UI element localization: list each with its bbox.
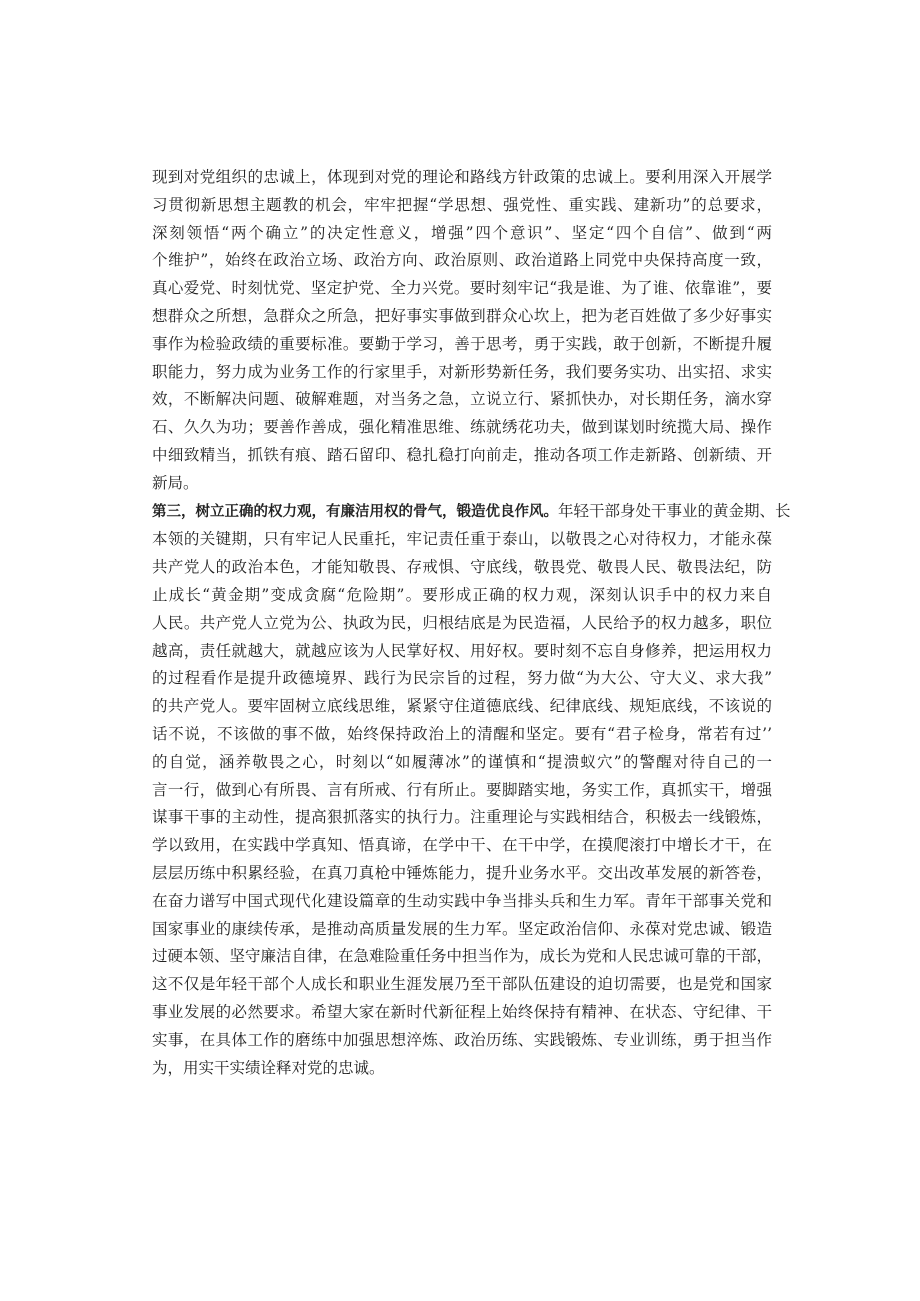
section-heading: 第三，树立正确的权力观，有廉洁用权的骨气，锻造优良作风。 <box>152 503 558 520</box>
text-line: 人民。共产党人立党为公、执政为民，归根结底是为民造福，人民给予的权力越多，职位 <box>152 613 772 632</box>
text-line: 止成长“黄金期”变成贪腐“危险期”。要形成正确的权力观，深刻认识手中的权力来自 <box>152 585 772 604</box>
text-line: 共产党人的政治本色，才能知敬畏、存戒惧、守底线，敬畏党、敬畏人民、敬畏法纪，防 <box>152 558 772 577</box>
text-line: 的共产党人。要牢固树立底线思维，紧紧守住道德底线、纪律底线、规矩底线，不该说的 <box>152 697 772 716</box>
text-line: 事业发展的必然要求。希望大家在新时代新征程上始终保持有精神、在状态、守纪律、干 <box>152 1002 772 1021</box>
text-line: 现到对党组织的忠诚上，体现到对党的理论和路线方针政策的忠诚上。要利用深入开展学 <box>152 168 772 186</box>
paragraph-2 <box>152 498 791 1083</box>
text-line: 效，不断解决问题、破解难题，对当务之急，立说立行、紧抓快办，对长期任务，滴水穿 <box>152 390 772 409</box>
text-line: 为，用实干实绩诠释对党的忠诚。 <box>152 1058 385 1077</box>
document-page <box>152 164 791 1082</box>
text-line: 新局。 <box>152 473 199 492</box>
text-line: 国家事业的康续传承，是推动高质量发展的生力军。坚定政治信仰、永葆对党忠诚、锻造 <box>152 919 772 938</box>
text-line: 的过程看作是提升政德境界、践行为民宗旨的过程，努力做“为大公、守大义、求大我” <box>152 669 772 688</box>
paragraph-1 <box>152 164 772 498</box>
text-line: 言一行，做到心有所畏、言有所戒、行有所止。要脚踏实地，务实工作，真抓实干，增强 <box>152 780 772 799</box>
text-line: 谋事干事的主动性，提高狠抓落实的执行力。注重理论与实践相结合，积极去一线锻炼， <box>152 808 772 827</box>
text-line: 过硬本领、坚守廉洁自律，在急难险重任务中担当作为，成长为党和人民忠诚可靠的干部， <box>152 947 773 966</box>
text-line: 话不说，不该做的事不做，始终保持政治上的清醒和坚定。要有“君子检身，常若有过’’ <box>152 724 772 743</box>
text-line: 石、久久为功；要善作善成，强化精准思维、练就绣花功夫，做到谋划时统揽大局、操作 <box>152 418 772 437</box>
text-line: 真心爱党、时刻忧党、坚定护党、全力兴党。要时刻牢记“我是谁、为了谁、依靠谁”，要 <box>152 279 772 298</box>
text-line: 实事，在具体工作的磨练中加强思想淬炼、政治历练、实践锻炼、专业训练，勇于担当作 <box>152 1030 772 1049</box>
text-line: 个维护”，始终在政治立场、政治方向、政治原则、政治道路上同党中央保持高度一致， <box>152 251 772 270</box>
text-line: 的自觉，涵养敬畏之心，时刻以“如履薄冰”的谨慎和“提溃蚁穴”的警醒对待自己的一 <box>152 752 772 771</box>
text-span: 年轻干部身处干事业的黄金期、长 <box>558 501 791 520</box>
text-line: 越高，责任就越大，就越应该为人民掌好权、用好权。要时刻不忘自身修养，把运用权力 <box>152 641 772 660</box>
text-line: 事作为检验政绩的重要标准。要勤于学习，善于思考，勇于实践，敢于创新，不断提升履 <box>152 334 772 353</box>
text-line: 想群众之所想，急群众之所急，把好事实事做到群众心坎上，把为老百姓做了多少好事实 <box>152 306 772 325</box>
text-line: 习贯彻新思想主题教的机会，牢牢把握“学思想、强党性、重实践、建新功”的总要求， <box>152 195 772 214</box>
paragraph-first-line <box>152 498 791 527</box>
text-line: 层层历练中积累经验，在真刀真枪中锤炼能力，提升业务水平。交出改革发展的新答卷， <box>152 863 772 882</box>
text-line: 在奋力谱写中国式现代化建设篇章的生动实践中争当排头兵和生力军。青年干部事关党和 <box>152 891 772 910</box>
text-line: 中细致精当，抓铁有痕、踏石留印、稳扎稳打向前走，推动各项工作走新路、创新绩、开 <box>152 445 772 464</box>
text-line: 深刻领悟“两个确立”的决定性意义，增强”四个意识”、坚定“四个自信”、做到“两 <box>152 223 772 242</box>
text-line: 学以致用，在实践中学真知、悟真谛，在学中干、在干中学，在摸爬滚打中增长才干，在 <box>152 836 772 855</box>
text-line: 本领的关键期，只有牢记人民重托，牢记责任重于泰山，以敬畏之心对待权力，才能永葆 <box>152 530 772 549</box>
text-line: 这不仅是年轻干部个人成长和职业生涯发展乃至干部队伍建设的迫切需要，也是党和国家 <box>152 975 772 994</box>
text-line: 职能力，努力成为业务工作的行家里手，对新形势新任务，我们要务实功、出实招、求实 <box>152 362 772 381</box>
